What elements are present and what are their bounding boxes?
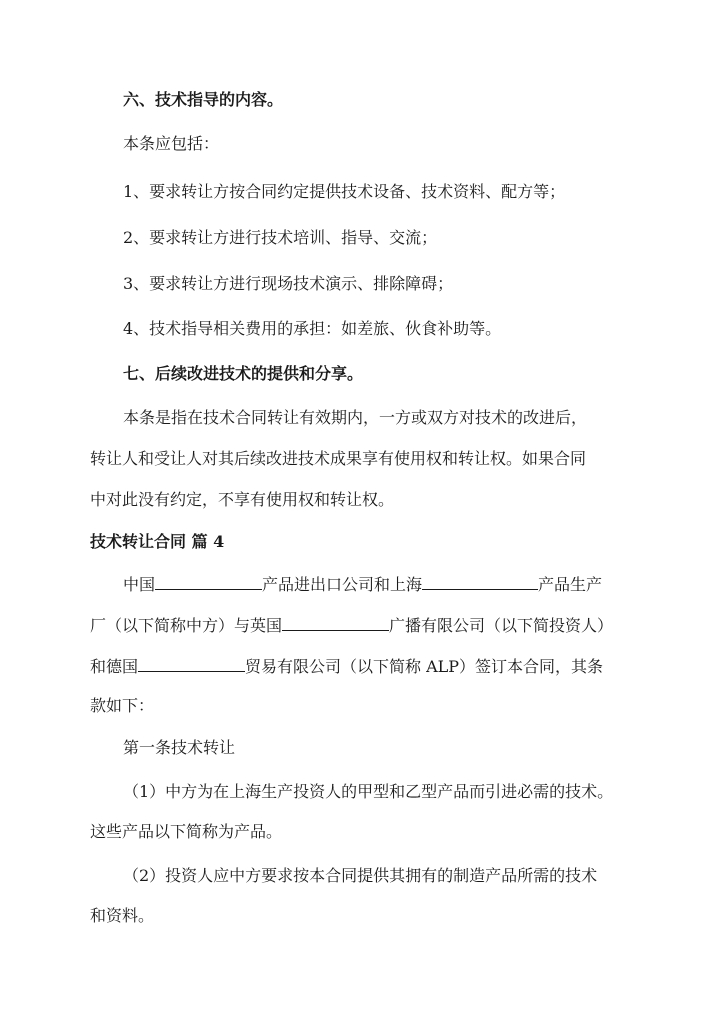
contract-4-para-1-line-1 <box>123 575 602 595</box>
text-segment: 广播有限公司（以下简投资人） <box>389 616 614 635</box>
section-6-heading: 六、技术指导的内容。 <box>123 90 284 109</box>
contract-4-para-1-line-4: 款如下： <box>90 696 155 715</box>
section-7-heading: 七、后续改进技术的提供和分享。 <box>123 364 364 383</box>
fill-in-blank <box>282 616 389 631</box>
section-6-item-2: 2、要求转让方进行技术培训、指导、交流； <box>123 228 438 247</box>
fill-in-blank <box>138 657 245 672</box>
text-segment: 产品进出口公司和上海 <box>262 575 423 594</box>
contract-4-para-1-line-3 <box>90 657 603 677</box>
fill-in-blank <box>155 575 262 590</box>
fill-in-blank <box>422 575 538 590</box>
section-6-item-4: 4、技术指导相关费用的承担：如差旅、伙食补助等。 <box>123 319 502 338</box>
clause-2-line-2: 和资料。 <box>90 906 155 925</box>
text-segment: 产品生产 <box>538 575 603 594</box>
text-segment: 厂（以下简称中方）与英国 <box>90 616 283 635</box>
contract-4-title: 技术转让合同 篇 4 <box>90 532 225 551</box>
section-6-item-3: 3、要求转让方进行现场技术演示、排除障碍； <box>123 274 454 293</box>
section-6-intro: 本条应包括： <box>123 134 220 153</box>
text-segment: 和德国 <box>90 657 139 676</box>
section-7-line-2: 转让人和受让人对其后续改进技术成果享有使用权和转让权。如果合同 <box>90 449 587 468</box>
clause-1-line-1: （1）中方为在上海生产投资人的甲型和乙型产品而引进必需的技术。 <box>123 782 614 801</box>
section-6-item-1: 1、要求转让方按合同约定提供技术设备、技术资料、配方等； <box>123 182 566 201</box>
contract-4-para-1-line-2 <box>90 616 613 636</box>
article-1-heading: 第一条技术转让 <box>123 738 236 757</box>
text-segment: 贸易有限公司（以下简称 ALP）签订本合同，其条 <box>245 657 604 676</box>
clause-1-line-2: 这些产品以下简称为产品。 <box>90 822 283 841</box>
text-segment: 中国 <box>123 575 156 594</box>
clause-2-line-1: （2）投资人应中方要求按本合同提供其拥有的制造产品所需的技术 <box>123 866 598 885</box>
section-7-line-3: 中对此没有约定，不享有使用权和转让权。 <box>90 490 395 509</box>
section-7-line-1: 本条是指在技术合同转让有效期内，一方或双方对技术的改进后， <box>123 408 588 427</box>
